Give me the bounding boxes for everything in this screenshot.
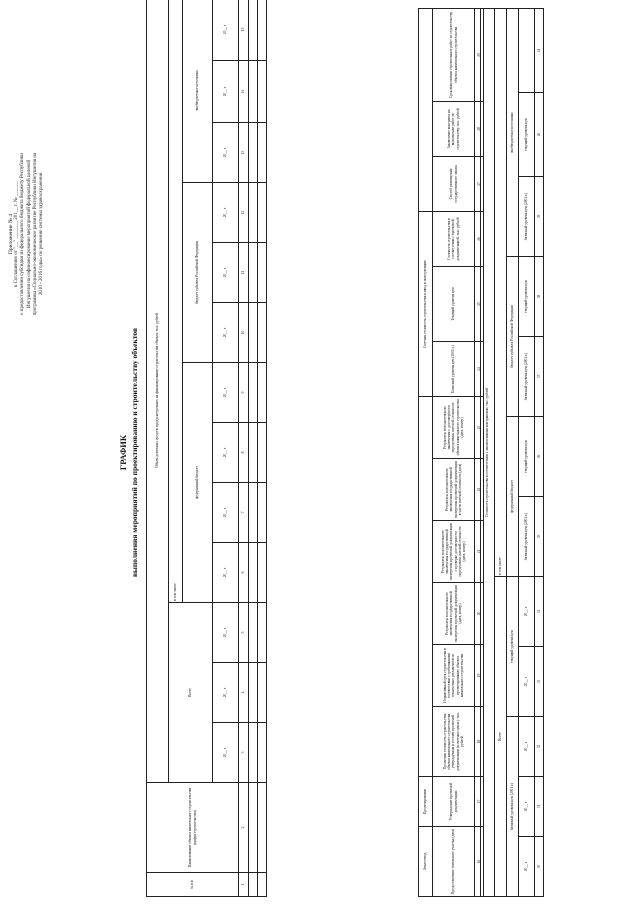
year-cell: 20__ г bbox=[519, 647, 535, 717]
column-number: 19 bbox=[475, 645, 484, 707]
year-cell: 20__ г bbox=[213, 0, 239, 61]
year-cell: 20__ г bbox=[213, 363, 239, 423]
column-number: 13 bbox=[239, 123, 249, 183]
header-cell: базисный уровень цен (2001 г.) bbox=[519, 497, 535, 577]
header-cell: Всего bbox=[169, 603, 213, 783]
document-title: ГРАФИК bbox=[118, 434, 128, 471]
header-cell: Базисный уровень цен (2001 г.) bbox=[433, 342, 475, 397]
year-cell: 20__ г bbox=[213, 61, 239, 123]
header-block bbox=[8, 24, 45, 444]
header-cell: внебюджетные источники bbox=[183, 0, 213, 183]
year-cell: 20__ г bbox=[213, 663, 239, 723]
column-number: 3 bbox=[239, 723, 249, 783]
header-cell bbox=[419, 397, 433, 777]
header-cell: Результаты положительного заключения о достоверности определения сметной стоимости объекта капитального строительства (дата, номер) bbox=[433, 397, 475, 459]
year-cell: 20__ г bbox=[213, 423, 239, 483]
column-number: 6 bbox=[239, 543, 249, 603]
year-cell: 20__ г bbox=[519, 777, 535, 837]
agreement-reference: к Соглашению от "__" _______ 201__ г. № ______ bbox=[14, 180, 20, 288]
column-number: 20 bbox=[475, 583, 484, 645]
column-number: 23 bbox=[475, 397, 484, 459]
header-cell: текущий уровень цен bbox=[507, 577, 519, 717]
column-number: 18 bbox=[475, 707, 484, 777]
document-subtitle: выполнения мероприятий по проектированию и строительству объектов bbox=[130, 327, 139, 578]
header-cell: Проектирование bbox=[419, 777, 433, 827]
header-cell: текущий уровень цен bbox=[519, 257, 535, 337]
column-number: 11 bbox=[239, 243, 249, 303]
header-cell: Способ размещения государственного заказа bbox=[433, 156, 475, 211]
year-cell: 20__ г bbox=[213, 723, 239, 783]
milestones-table bbox=[418, 8, 484, 897]
year-cell: 20__ г bbox=[519, 717, 535, 777]
header-cell: федеральный бюджет bbox=[183, 363, 213, 603]
year-cell: 20__ г bbox=[213, 183, 239, 243]
column-number: 39 bbox=[535, 177, 544, 257]
table-row bbox=[249, 0, 258, 897]
header-cell: Всего bbox=[495, 577, 507, 897]
column-number: 34 bbox=[535, 577, 544, 647]
header-cell: Стоимость строительства в соответствии с проектной документацией, тыс. рублей bbox=[433, 211, 475, 266]
contract-cost-table bbox=[480, 8, 544, 897]
column-number: 16 bbox=[475, 827, 484, 897]
header-line: 2010 - 2016 годы» по решению системы здравоохранения bbox=[39, 172, 45, 296]
column-number: 36 bbox=[535, 417, 544, 497]
header-cell: № п/п bbox=[147, 873, 239, 897]
header-cell: Заключение контракта на выполнение работ по строительству, тыс. рублей bbox=[433, 101, 475, 156]
header-cell: в том числе bbox=[495, 9, 507, 577]
header-cell: Объем денежных средств, предусмотренных на финансирование строительства объекта, тыс. рублей bbox=[147, 0, 169, 783]
column-number: 33 bbox=[535, 647, 544, 717]
header-cell: Стоимость строительства в соответствии с заключенными контрактами, тыс. рублей bbox=[481, 9, 495, 897]
column-number: 14 bbox=[239, 61, 249, 123]
column-number: 5 bbox=[239, 603, 249, 663]
year-cell: 20__ г bbox=[213, 303, 239, 363]
header-line: Ингушетия на софинансирование мероприятий федеральной целевой bbox=[26, 159, 32, 309]
column-number: 30 bbox=[535, 837, 544, 897]
header-cell: Наименование объекта капитального строительства (цифра строительства) bbox=[147, 783, 239, 873]
header-cell: бюджет субъекта Российской Федерации bbox=[507, 257, 519, 417]
year-cell: 20__ г bbox=[213, 603, 239, 663]
column-number: 37 bbox=[535, 337, 544, 417]
funding-table bbox=[146, 0, 267, 897]
header-cell: Текущий уровень цен bbox=[433, 267, 475, 342]
column-number: 27 bbox=[475, 156, 484, 211]
year-cell: 20__ г bbox=[213, 123, 239, 183]
year-cell: 20__ г bbox=[213, 243, 239, 303]
column-number: 31 bbox=[535, 777, 544, 837]
header-cell: базисный уровень цен (2001 г.) bbox=[519, 337, 535, 417]
header-cell: текущий уровень цен bbox=[519, 417, 535, 497]
header-line: программы «Социально-экономическое развитие Республики Ингушетия на bbox=[32, 152, 38, 316]
column-number: 21 bbox=[475, 521, 484, 583]
column-number: 1 bbox=[239, 873, 249, 897]
header-cell: базисный уровень цен (2001 г.) bbox=[519, 177, 535, 257]
column-number: 8 bbox=[239, 423, 249, 483]
header-cell: Результаты положительного заключения государственной экспертизы проектной документации (дата, номер) bbox=[433, 583, 475, 645]
year-cell: 20__ г bbox=[213, 483, 239, 543]
header-cell: федеральный бюджет bbox=[507, 417, 519, 577]
header-cell: Предоставление земельного участка (дата) bbox=[433, 827, 475, 897]
column-number: 10 bbox=[239, 303, 249, 363]
column-number: 7 bbox=[239, 483, 249, 543]
header-cell: Срок выполнения строительных работ по строительству объекта капитального строительства bbox=[433, 8, 475, 101]
column-number: 38 bbox=[535, 257, 544, 337]
column-number: 26 bbox=[475, 211, 484, 266]
header-cell bbox=[419, 8, 433, 211]
column-number: 22 bbox=[475, 459, 484, 521]
table-row bbox=[258, 0, 267, 897]
header-cell: Проектная стоимость строительства объекта капитального строительства, утвержденная в составе проектной документации (в сметных ценах), тыс. рублей bbox=[433, 707, 475, 777]
column-number: 2 bbox=[239, 783, 249, 873]
header-cell: бюджет субъекта Российской Федерации bbox=[183, 183, 213, 363]
header-cell: в том числе bbox=[169, 0, 183, 603]
column-number: 17 bbox=[475, 777, 484, 827]
header-cell bbox=[519, 9, 535, 93]
column-number: 4 bbox=[239, 663, 249, 723]
header-cell: Сметная стоимость строительства и ввод в эксплуатацию bbox=[419, 211, 433, 396]
header-cell: Результаты положительного заключения государственной экспертизы проектной документации в части сметной стоимости (дата) bbox=[433, 459, 475, 521]
header-cell: Утверждение проектной документации bbox=[433, 777, 475, 827]
header-cell: Нормативный срок строительства в соответствии с требованиями технических регламентов по проектированию объекта капитального строительства bbox=[433, 645, 475, 707]
year-cell: 20__ г bbox=[519, 837, 535, 897]
column-number: 15 bbox=[239, 0, 249, 61]
header-cell: базисный уровень цен (2001 г.) bbox=[507, 717, 519, 897]
year-cell: 20__ г bbox=[213, 543, 239, 603]
column-number: 41 bbox=[535, 9, 544, 93]
column-number: 35 bbox=[535, 497, 544, 577]
column-number: 25 bbox=[475, 267, 484, 342]
header-cell: текущий уровень цен bbox=[519, 93, 535, 177]
appendix-label: Приложение № 4 bbox=[8, 213, 14, 255]
column-number: 29 bbox=[475, 8, 484, 101]
column-number: 9 bbox=[239, 363, 249, 423]
header-cell: Землеотвод bbox=[419, 827, 433, 897]
year-cell: 20__ г bbox=[519, 577, 535, 647]
column-number: 24 bbox=[475, 342, 484, 397]
column-number: 12 bbox=[239, 183, 249, 243]
column-number: 40 bbox=[535, 93, 544, 177]
column-number: 32 bbox=[535, 717, 544, 777]
header-cell: внебюджетные источники bbox=[507, 9, 519, 257]
header-cell: Результаты положительного заключения государственной экспертизы проектной документации о проверке достоверности определения сметной стоимости (дата, номер) bbox=[433, 521, 475, 583]
column-number: 28 bbox=[475, 101, 484, 156]
header-line: о предоставлении субсидии из федерального бюджета бюджету Республики bbox=[20, 153, 26, 315]
